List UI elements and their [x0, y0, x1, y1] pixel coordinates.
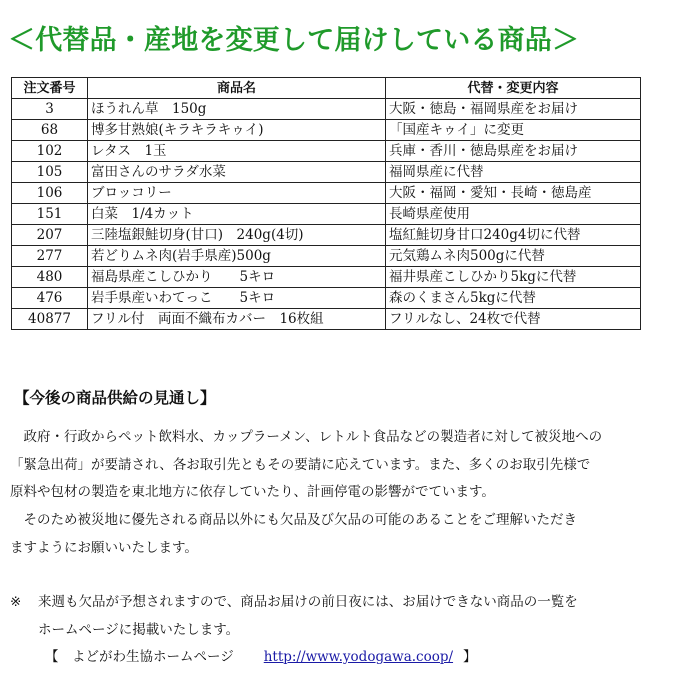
cell-order-number: 476	[12, 288, 88, 309]
cell-product-name: ほうれん草 150g	[88, 99, 386, 120]
cell-order-number: 3	[12, 99, 88, 120]
cell-substitution: 長崎県産使用	[386, 204, 641, 225]
cell-substitution: 福井県産こしひかり5kgに代替	[386, 267, 641, 288]
cell-order-number: 277	[12, 246, 88, 267]
table-row	[12, 141, 641, 162]
cell-product-name: 岩手県産いわてっこ 5キロ	[88, 288, 386, 309]
paragraph-line: 原料や包材の製造を東北地方に依存していたり、計画停電の影響がでています。	[10, 484, 495, 500]
table-header-row	[12, 78, 641, 99]
cell-substitution: フリルなし、24枚で代替	[386, 309, 641, 330]
table-row	[12, 309, 641, 330]
paragraph-line: ますようにお願いいたします。	[10, 539, 198, 556]
cell-product-name: 福島県産こしひかり 5キロ	[88, 267, 386, 288]
cell-product-name: 富田さんのサラダ水菜	[88, 162, 386, 183]
table-row	[12, 267, 641, 288]
cell-order-number: 207	[12, 225, 88, 246]
cell-product-name: ブロッコリー	[88, 183, 386, 204]
paragraph-line: 「緊急出荷」が要請され、各お取引先ともその要請に応えています。また、多くのお取引先様で	[10, 456, 591, 473]
table-row	[12, 225, 641, 246]
cell-substitution: 塩紅鮭切身甘口240g4切に代替	[386, 225, 641, 246]
outlook-paragraph-1	[10, 424, 680, 507]
cell-substitution: 福岡県産に代替	[386, 162, 641, 183]
notice-line-2: ホームページに掲載いたします。	[38, 622, 240, 638]
cell-product-name: 三陸塩銀鮭切身(甘口) 240g(4切)	[88, 225, 386, 246]
table-row	[12, 246, 641, 267]
header-product-name: 商品名	[88, 78, 386, 99]
cell-product-name: フリル付 両面不織布カバー 16枚組	[88, 309, 386, 330]
header-order-number: 注文番号	[12, 78, 88, 99]
cell-order-number: 40877	[12, 309, 88, 330]
cell-product-name: 博多甘熟娘(キラキラキゥイ)	[88, 120, 386, 141]
cell-order-number: 68	[12, 120, 88, 141]
link-close-text: 】	[463, 649, 477, 665]
table-row	[12, 162, 641, 183]
paragraph-line: そのため被災地に優先される商品以外にも欠品及び欠品の可能のあることをご理解いただき	[10, 512, 577, 528]
cell-order-number: 105	[12, 162, 88, 183]
notice-line-1: 来週も欠品が予想されますので、商品お届けの前日夜には、お届けできない商品の一覧を	[38, 594, 578, 610]
table-row	[12, 99, 641, 120]
notice	[10, 589, 578, 617]
cell-substitution: 大阪・福岡・愛知・長崎・徳島産	[386, 183, 641, 204]
cell-substitution: 兵庫・香川・徳島県産をお届け	[386, 141, 641, 162]
cell-product-name: 白菜 1/4カット	[88, 204, 386, 225]
cell-order-number: 102	[12, 141, 88, 162]
cell-substitution: 森のくまさん5kgに代替	[386, 288, 641, 309]
notice-mark: ※	[10, 594, 22, 610]
cell-order-number: 480	[12, 267, 88, 288]
substitution-table	[11, 77, 641, 330]
table-row	[12, 204, 641, 225]
homepage-link-line	[45, 644, 477, 672]
link-open-text: 【 よどがわ生協ホームページ	[45, 649, 234, 665]
cell-product-name: レタス 1玉	[88, 141, 386, 162]
cell-substitution: 大阪・徳島・福岡県産をお届け	[386, 99, 641, 120]
table-row	[12, 183, 641, 204]
page-title: ＜代替品・産地を変更して届けしている商品＞	[8, 25, 580, 56]
paragraph-line: 政府・行政からペット飲料水、カップラーメン、レトルト食品などの製造者に対して被災地への	[10, 429, 603, 445]
cell-order-number: 151	[12, 204, 88, 225]
outlook-heading: 【今後の商品供給の見通し】	[14, 389, 216, 407]
table-row	[12, 120, 641, 141]
cell-order-number: 106	[12, 183, 88, 204]
cell-substitution: 「国産キゥイ」に変更	[386, 120, 641, 141]
outlook-paragraph-2	[10, 507, 680, 562]
cell-substitution: 元気鶏ムネ肉500gに代替	[386, 246, 641, 267]
cell-product-name: 若どりムネ肉(岩手県産)500g	[88, 246, 386, 267]
header-substitution: 代替・変更内容	[386, 78, 641, 99]
table-row	[12, 288, 641, 309]
homepage-link[interactable]: http://www.yodogawa.coop/	[263, 649, 454, 665]
